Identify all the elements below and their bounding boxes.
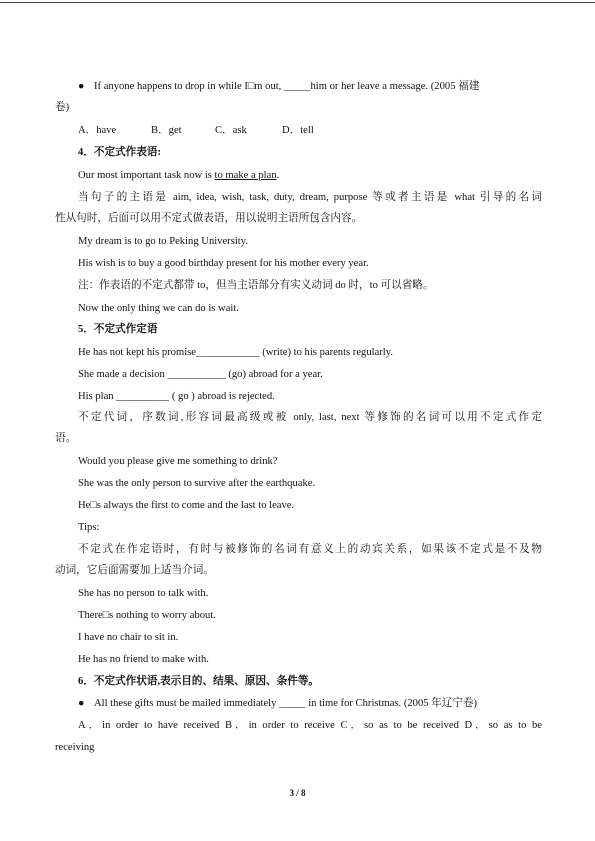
example-line: She was the only person to survive after the earthquake. xyxy=(78,478,316,489)
example-line: His wish is to buy a good birthday present for his mother every year. xyxy=(78,258,369,269)
header-rule xyxy=(0,2,595,3)
example-line: Would you please give me something to drink? xyxy=(78,456,278,467)
option-b: B．get xyxy=(151,125,182,136)
example-line: She made a decision ___________ (go) abroad for a year. xyxy=(78,369,323,380)
question-text: If anyone happens to drop in while I□m out, _____him or her leave a message. (2005 福建 xyxy=(94,81,480,92)
note-line: 动词，它后面需要加上适当介词。 xyxy=(55,565,214,576)
section-heading-4: 4．不定式作表语: xyxy=(78,147,161,158)
example-line: I have no chair to sit in. xyxy=(78,632,179,643)
note-line: 不定式在作定语时，有时与被修饰的名词有意义上的动宾关系，如果该不定式是不及物 xyxy=(78,544,542,555)
option-d: D．tell xyxy=(282,125,314,136)
question-continuation: 卷) xyxy=(55,102,70,113)
example-line: There□s nothing to worry about. xyxy=(78,610,216,621)
note-line: 语。 xyxy=(55,433,77,444)
question-text: All these gifts must be mailed immediately _____ in time for Christmas. (2005 年辽宁卷) xyxy=(94,698,478,709)
underlined-phrase: to make a plan xyxy=(214,170,277,181)
options-line xyxy=(78,124,314,138)
page-number: 3 / 8 xyxy=(289,788,306,798)
note-line: 不定代词，序数词,形容词最高级或被 only, last, next 等修饰的名词可以用不定式作定 xyxy=(78,412,542,423)
tips-label: Tips: xyxy=(78,522,100,533)
options-line: A．in order to have received B．in order to receive C．so as to be received D．so as to be xyxy=(78,720,542,731)
example-line: He□s always the first to come and the last to leave. xyxy=(78,500,295,511)
note-line: 性从句时，后面可以用不定式做表语，用以说明主语所包含内容。 xyxy=(55,213,363,224)
bullet-icon: ● xyxy=(78,698,85,709)
option-a: A．have xyxy=(78,125,117,136)
bullet-icon: ● xyxy=(78,81,85,92)
question-line xyxy=(78,80,479,94)
example-line: My dream is to go to Peking University. xyxy=(78,236,248,247)
note-line: 当句子的主语是 aim, idea, wish, task, duty, dream, purpose 等或者主语是 what 引导的名词 xyxy=(78,192,542,203)
section-heading-5: 5．不定式作定语 xyxy=(78,324,158,335)
example-text: Our most important task now is xyxy=(78,170,215,181)
question-line xyxy=(78,697,477,711)
example-line: His plan __________ ( go ) abroad is rejected. xyxy=(78,391,275,402)
example-line: He has no friend to make with. xyxy=(78,654,209,665)
example-line: He has not kept his promise____________ (write) to his parents regularly. xyxy=(78,347,394,358)
example-line xyxy=(78,169,279,183)
options-continuation: receiving xyxy=(55,742,95,753)
example-line: She has no person to talk with. xyxy=(78,588,209,599)
note-line: 注：作表语的不定式都带 to，但当主语部分有实义动词 do 时，to 可以省略。 xyxy=(78,280,434,291)
option-c: C．ask xyxy=(215,125,247,136)
section-heading-6: 6．不定式作状语,表示目的、结果、原因、条件等。 xyxy=(78,676,320,687)
example-line: Now the only thing we can do is wait. xyxy=(78,303,239,314)
example-text: . xyxy=(276,170,280,181)
